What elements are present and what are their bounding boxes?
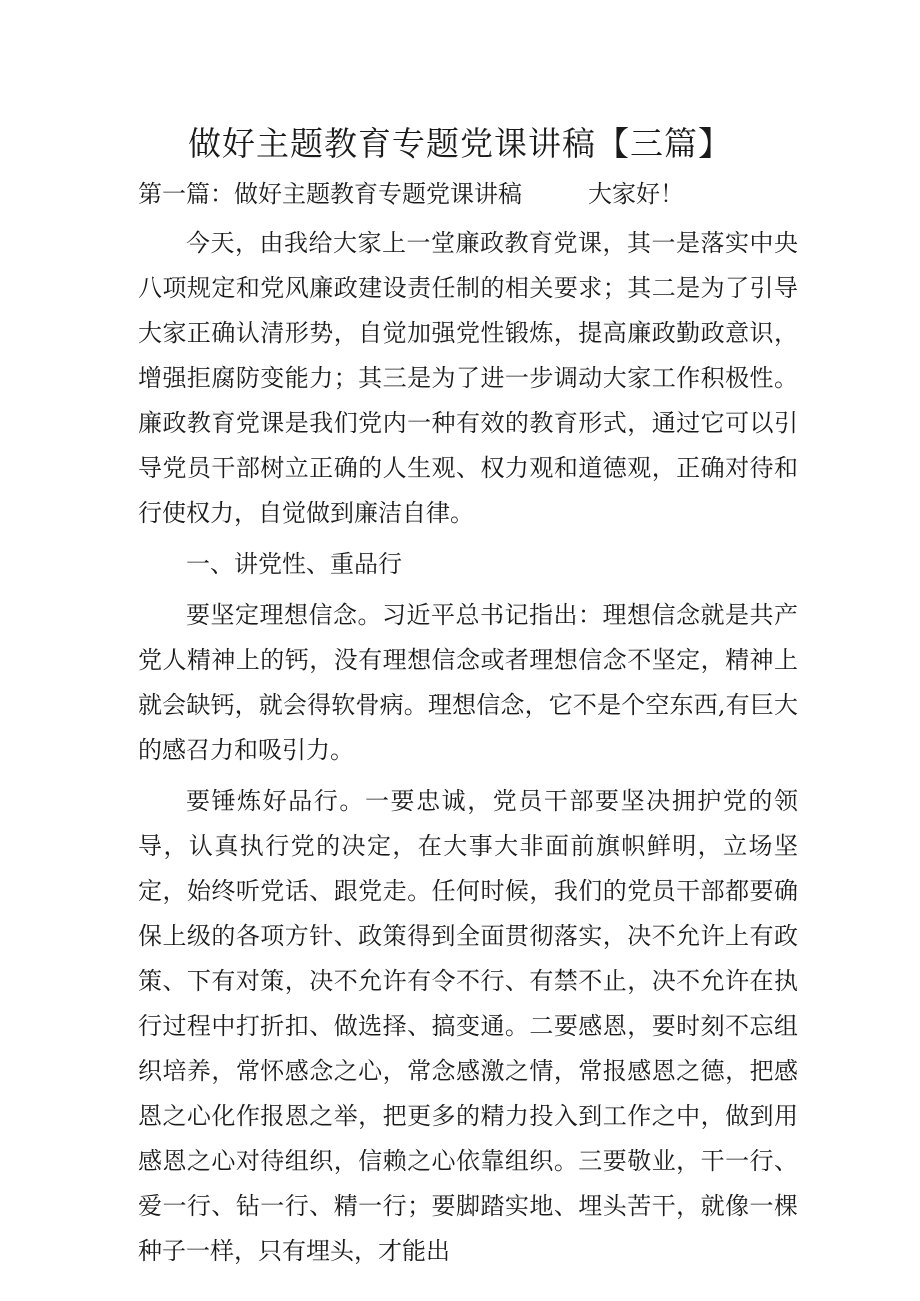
paragraph-intro: 今天，由我给大家上一堂廉政教育党课，其一是落实中央八项规定和党风廉政建设责任制的相关要求；其二是为了引导大家正确认清形势，自觉加强党性锻炼，提高廉政勤政意识，增强拒腐防变能力；其三是为了进一步调动大家工作积极性。廉政教育党课是我们党内一种有效的教育形式，通过它可以引导党员干部树立正确的人生观、权力观和道德观，正确对待和行使权力，自觉做到廉洁自律。 — [138, 229, 798, 527]
greeting: 大家好！ — [588, 180, 684, 208]
document-body — [138, 172, 798, 1274]
paragraph-ideals: 要坚定理想信念。习近平总书记指出：理想信念就是共产党人精神上的钙，没有理想信念或者理想信念不坚定，精神上就会缺钙，就会得软骨病。理想信念，它不是个空东西,有巨大的感召力和吸引力。 — [138, 601, 798, 764]
paragraph-conduct: 要锤炼好品行。一要忠诚，党员干部要坚决拥护党的领导，认真执行党的决定，在大事大非面前旗帜鲜明，立场坚定，始终听党话、跟党走。任何时候，我们的党员干部都要确保上级的各项方针、政策得到全面贯彻落实，决不允许上有政策、下有对策，决不允许有令不行、有禁不止，决不允许在执行过程中打折扣、做选择、搞变通。二要感恩，要时刻不忘组织培养，常怀感念之心，常念感激之情，常报感恩之德，把感恩之心化作报恩之举，把更多的精力投入到工作之中，做到用感恩之心对待组织，信赖之心依靠组织。三要敬业，干一行、爱一行、钻一行、精一行；要脚踏实地、埋头苦干，就像一棵种子一样，只有埋头，才能出 — [138, 787, 798, 1265]
document-title: 做好主题教育专题党课讲稿【三篇】 — [188, 124, 732, 163]
section-label: 第一篇：做好主题教育专题党课讲稿 — [138, 180, 522, 208]
lead-line — [138, 172, 684, 217]
section-heading: 一、讲党性、重品行 — [186, 550, 402, 578]
